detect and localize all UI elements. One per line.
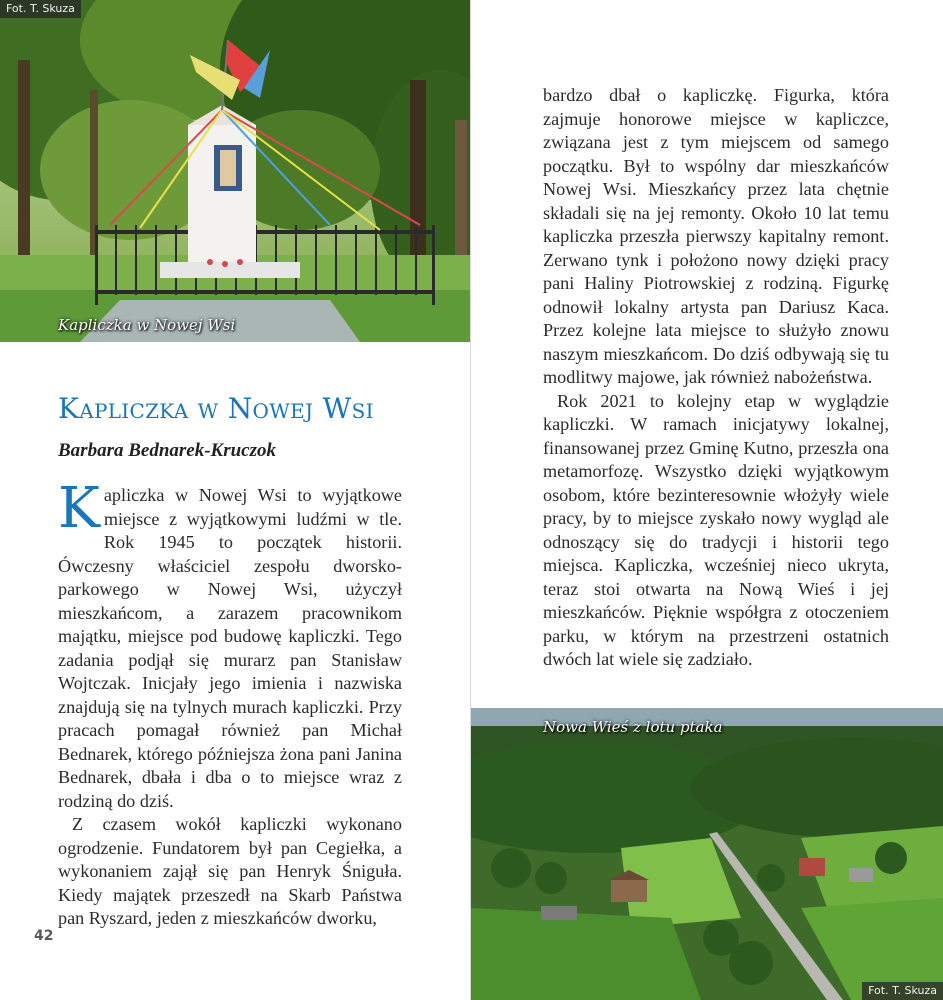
drop-cap: K bbox=[58, 476, 100, 541]
article-body-right bbox=[543, 84, 889, 672]
left-page bbox=[0, 0, 470, 1000]
photo-credit: Fot. T. Skuza bbox=[0, 0, 81, 18]
paragraph: Z czasem wokół kapliczki wykonano ogrodzenie. Fundatorem był pan Cegiełka, a wykonaniem zajął się pan Henryk Śniguła. Kiedy majątek przeszedł na Skarb Państwa pan Ryszard, jeden z mieszkańców dworku, bbox=[58, 814, 402, 928]
paragraph bbox=[58, 476, 402, 813]
aerial-photo bbox=[471, 708, 943, 1000]
photo-caption: Kapliczka w Nowej Wsi bbox=[58, 316, 236, 334]
article-author: Barbara Bednarek-Kruczok bbox=[58, 440, 276, 461]
paragraph: bardzo dbał o kapliczkę. Figurka, która zajmuje honorowe miejsce w kapliczce, związana jest z tym miejscem od samego początku. Był to wspólny dar mieszkańców Nowej Wsi. Mieszkańcy przez lata chętnie składali się na jej remonty. Około 10 lat temu kapliczka przeszła pierwszy kapitalny remont. Zerwano tynk i położono nowy dzięki pracy pani Haliny Piotrowskiej z rodziną. Figurkę odnowił lokalny artysta pan Dariusz Kaca. Przez kolejne lata miejsce to służyło znowu naszym mieszkańcom. Do dziś odbywają się tu modlitwy majowe, jak również nabożeństwa. bbox=[543, 85, 889, 387]
article-body-left bbox=[58, 476, 402, 931]
chapel-photo bbox=[0, 0, 470, 342]
article-title: Kapliczka w Nowej Wsi bbox=[58, 392, 374, 425]
photo-credit: Fot. T. Skuza bbox=[862, 982, 943, 1000]
page-number: 42 bbox=[34, 928, 54, 944]
photo-caption: Nowa Wieś z lotu ptaka bbox=[543, 718, 723, 736]
paragraph-text: apliczka w Nowej Wsi to wyjątkowe miejsce z wyjątkowymi ludźmi w tle. Rok 1945 to początek historii. Ówczesny właściciel zespołu dworsko-parkowego w Nowej Wsi, użyczył mieszkańcom, a zarazem pracownikom majątku, miejsce pod budowę kapliczki. Tego zadania podjął się murarz pan Stanisław Wojtczak. Inicjały jego imienia i nazwiska znajdują się na tylnych murach kapliczki. Przy pracach pomagał również pan Michał Bednarek, którego późniejsza żona pani Janina Bednarek, dbała i dba o to miejsce wraz z rodziną do dziś. bbox=[58, 485, 402, 811]
right-page bbox=[471, 0, 943, 1000]
paragraph: Rok 2021 to kolejny etap w wyglądzie kapliczki. W ramach inicjatywy lokalnej, finansowanej przez Gminę Kutno, przeszła ona metamorfozę. Wszystko dzięki wyjątkowym osobom, które bezinteresownie włożyły wiele pracy, by to miejsce zyskało nowy wygląd ale odnoszący się do tradycji i historii tego miejsca. Kapliczka, wcześniej nieco ukryta, teraz stoi otwarta na Nową Wieś i jej mieszkańców. Pięknie współgra z otoczeniem parku, w którym na przestrzeni ostatnich dwóch lat wiele się zadziało. bbox=[543, 390, 889, 669]
